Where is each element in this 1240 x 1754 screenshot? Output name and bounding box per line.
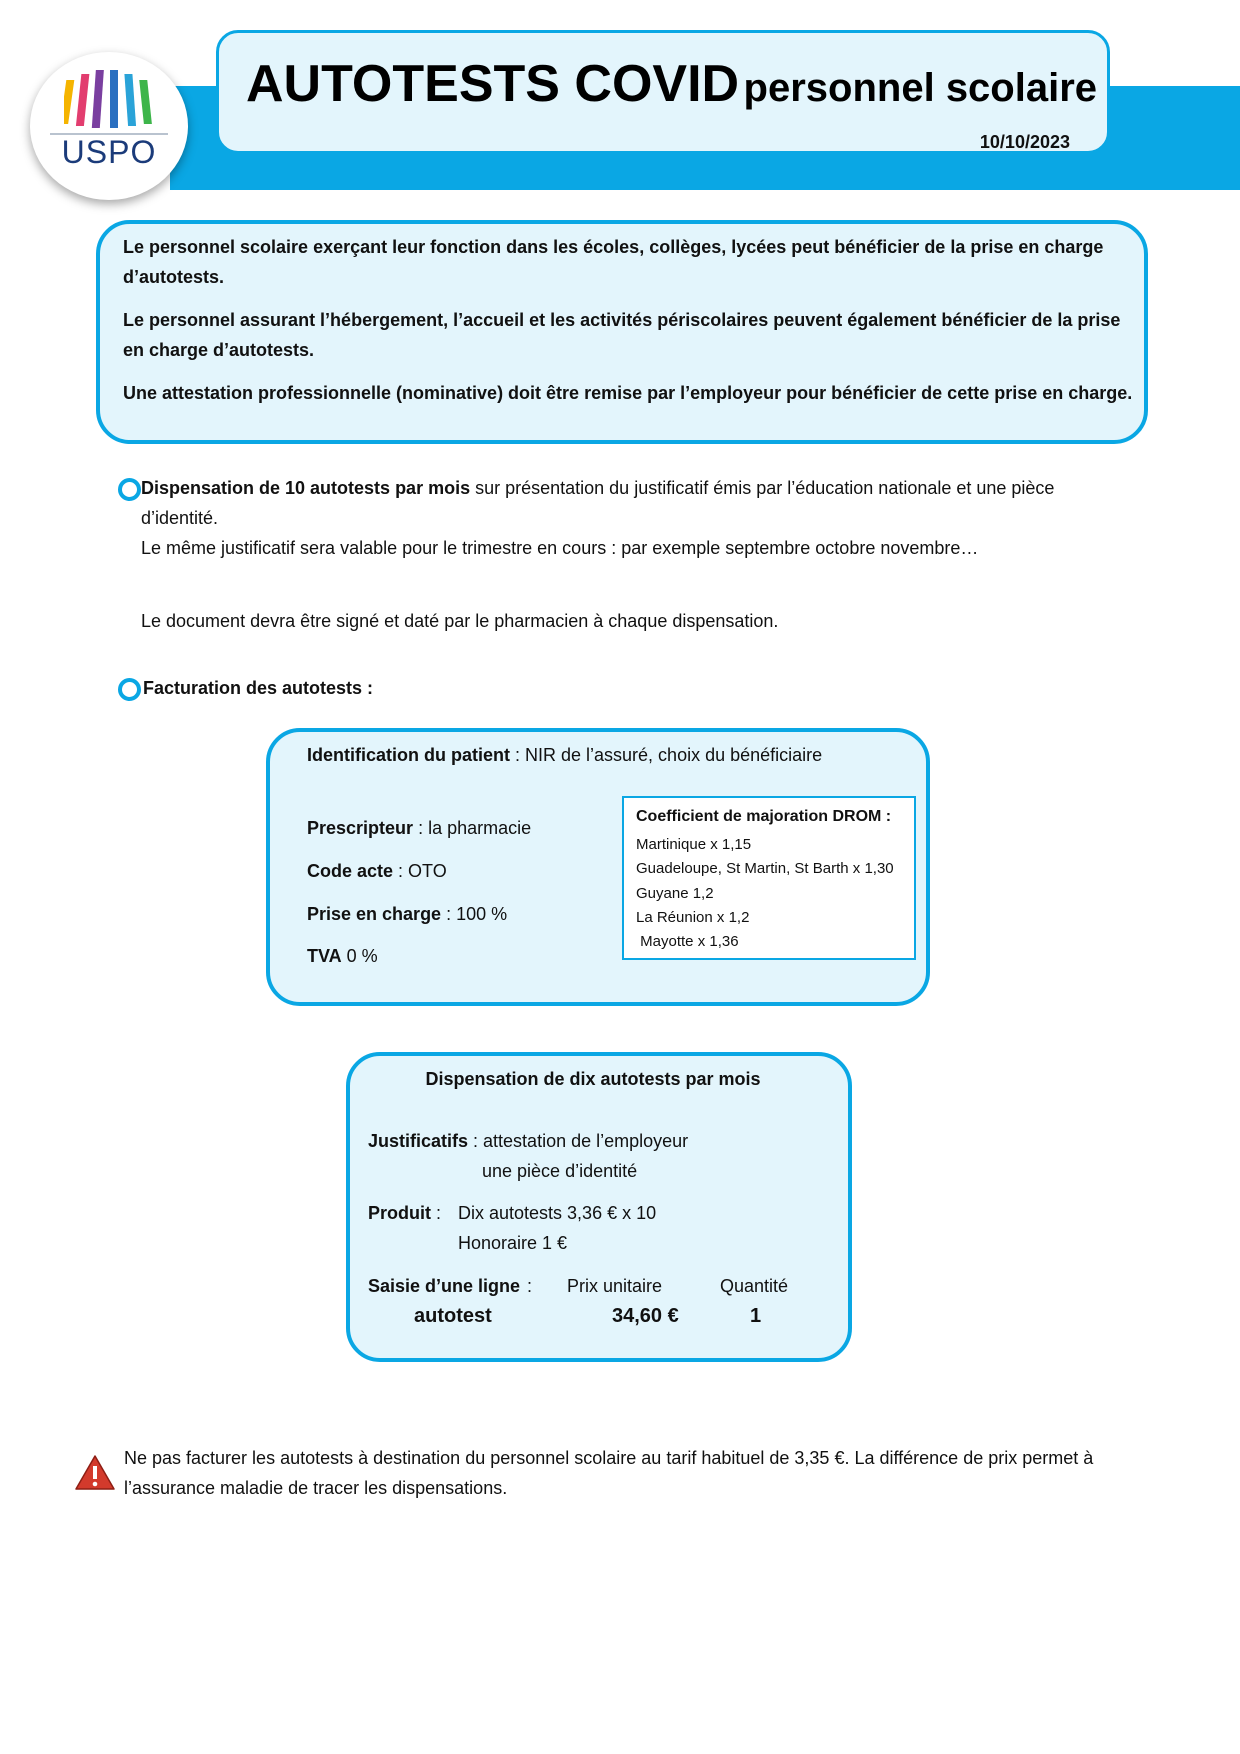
warning-icon (74, 1454, 116, 1492)
drom-line: Mayotte x 1,36 (636, 933, 739, 950)
section-dispensation-rest: sur présentation du justificatif émis par l’éducation nationale et une pièce (470, 478, 1055, 498)
bullet-icon (118, 678, 141, 701)
col-prix-unitaire: Prix unitaire (567, 1276, 663, 1296)
drom-title: Coefficient de majoration DROM : (636, 808, 892, 825)
bullet-icon (118, 478, 141, 501)
section-dispensation-line3: Le même justificatif sera valable pour le trimestre en cours : par exemple septembre octobre novembre… (141, 538, 979, 558)
drom-line: Guadeloupe, St Martin, St Barth x 1,30 (636, 860, 894, 877)
justificatifs-label: Justificatifs (368, 1131, 469, 1151)
warning-line1: Ne pas facturer les autotests à destination du personnel scolaire au tarif habituel de 3,35 €. La différence de prix permet à (124, 1448, 1094, 1468)
dispensation-produit (368, 1198, 441, 1228)
section-dispensation-line1 (141, 473, 1054, 503)
section-dispensation-line2: d’identité. (141, 508, 219, 528)
billing-prescripteur (307, 813, 531, 843)
section-dispensation-bold: Dispensation de 10 autotests par mois (141, 478, 471, 498)
document-date: 10/10/2023 (979, 132, 1070, 152)
title-main: AUTOTESTS COVID (246, 55, 740, 113)
logo-text: USPO (61, 134, 157, 170)
billing-tva (307, 941, 378, 971)
drom-line: La Réunion x 1,2 (636, 909, 750, 926)
page-title (246, 54, 1106, 114)
produit-sep: : (431, 1203, 442, 1223)
billing-code (307, 856, 447, 886)
warning-line2: l’assurance maladie de tracer les dispensations. (124, 1478, 508, 1498)
billing-prescripteur-value: : la pharmacie (413, 818, 532, 838)
billing-patient (307, 740, 822, 770)
billing-prise-label: Prise en charge (307, 904, 442, 924)
title-sub: personnel scolaire (743, 66, 1098, 110)
section-dispensation-line4: Le document devra être signé et daté par le pharmacien à chaque dispensation. (141, 611, 779, 631)
row-quantite: 1 (750, 1305, 762, 1327)
produit-value-2: Honoraire 1 € (458, 1233, 568, 1253)
col-quantite: Quantité (720, 1276, 789, 1296)
intro-paragraph-3: Une attestation professionnelle (nominative) doit être remise par l’employeur pour bénéficier de cette prise en charge. (123, 383, 1133, 403)
justificatifs-value-1: : attestation de l’employeur (468, 1131, 689, 1151)
saisie-label: Saisie d’une ligne (368, 1276, 521, 1296)
dispensation-title: Dispensation de dix autotests par mois (425, 1069, 761, 1089)
billing-tva-label: TVA (307, 946, 342, 966)
billing-prise (307, 899, 507, 929)
intro-paragraph-2: Le personnel assurant l’hébergement, l’accueil et les activités périscolaires peuvent également bénéficier de la prise en charge d’autotests. (123, 310, 1121, 360)
section-facturation-title: Facturation des autotests : (143, 678, 374, 698)
row-autotest: autotest (414, 1305, 492, 1327)
billing-prise-value: : 100 % (441, 904, 508, 924)
saisie-sep: : (527, 1276, 533, 1296)
intro-paragraph-1: Le personnel scolaire exerçant leur fonction dans les écoles, collèges, lycées peut bénéficier de la prise en charge d’autotests. (123, 237, 1104, 287)
logo-bars-icon (64, 68, 154, 132)
dispensation-justificatifs (368, 1126, 688, 1156)
billing-code-value: : OTO (393, 861, 447, 881)
produit-label: Produit (368, 1203, 431, 1223)
billing-tva-value: 0 % (341, 946, 378, 966)
billing-patient-value: : NIR de l’assuré, choix du bénéficiaire (510, 745, 823, 765)
row-prix: 34,60 € (612, 1305, 679, 1327)
billing-prescripteur-label: Prescripteur (307, 818, 414, 838)
billing-code-label: Code acte (307, 861, 394, 881)
justificatifs-value-2: une pièce d’identité (482, 1161, 638, 1181)
drom-line: Martinique x 1,15 (636, 836, 752, 853)
produit-value-1: Dix autotests 3,36 € x 10 (458, 1203, 657, 1223)
drom-line: Guyane 1,2 (636, 885, 714, 902)
billing-patient-label: Identification du patient (307, 745, 510, 765)
